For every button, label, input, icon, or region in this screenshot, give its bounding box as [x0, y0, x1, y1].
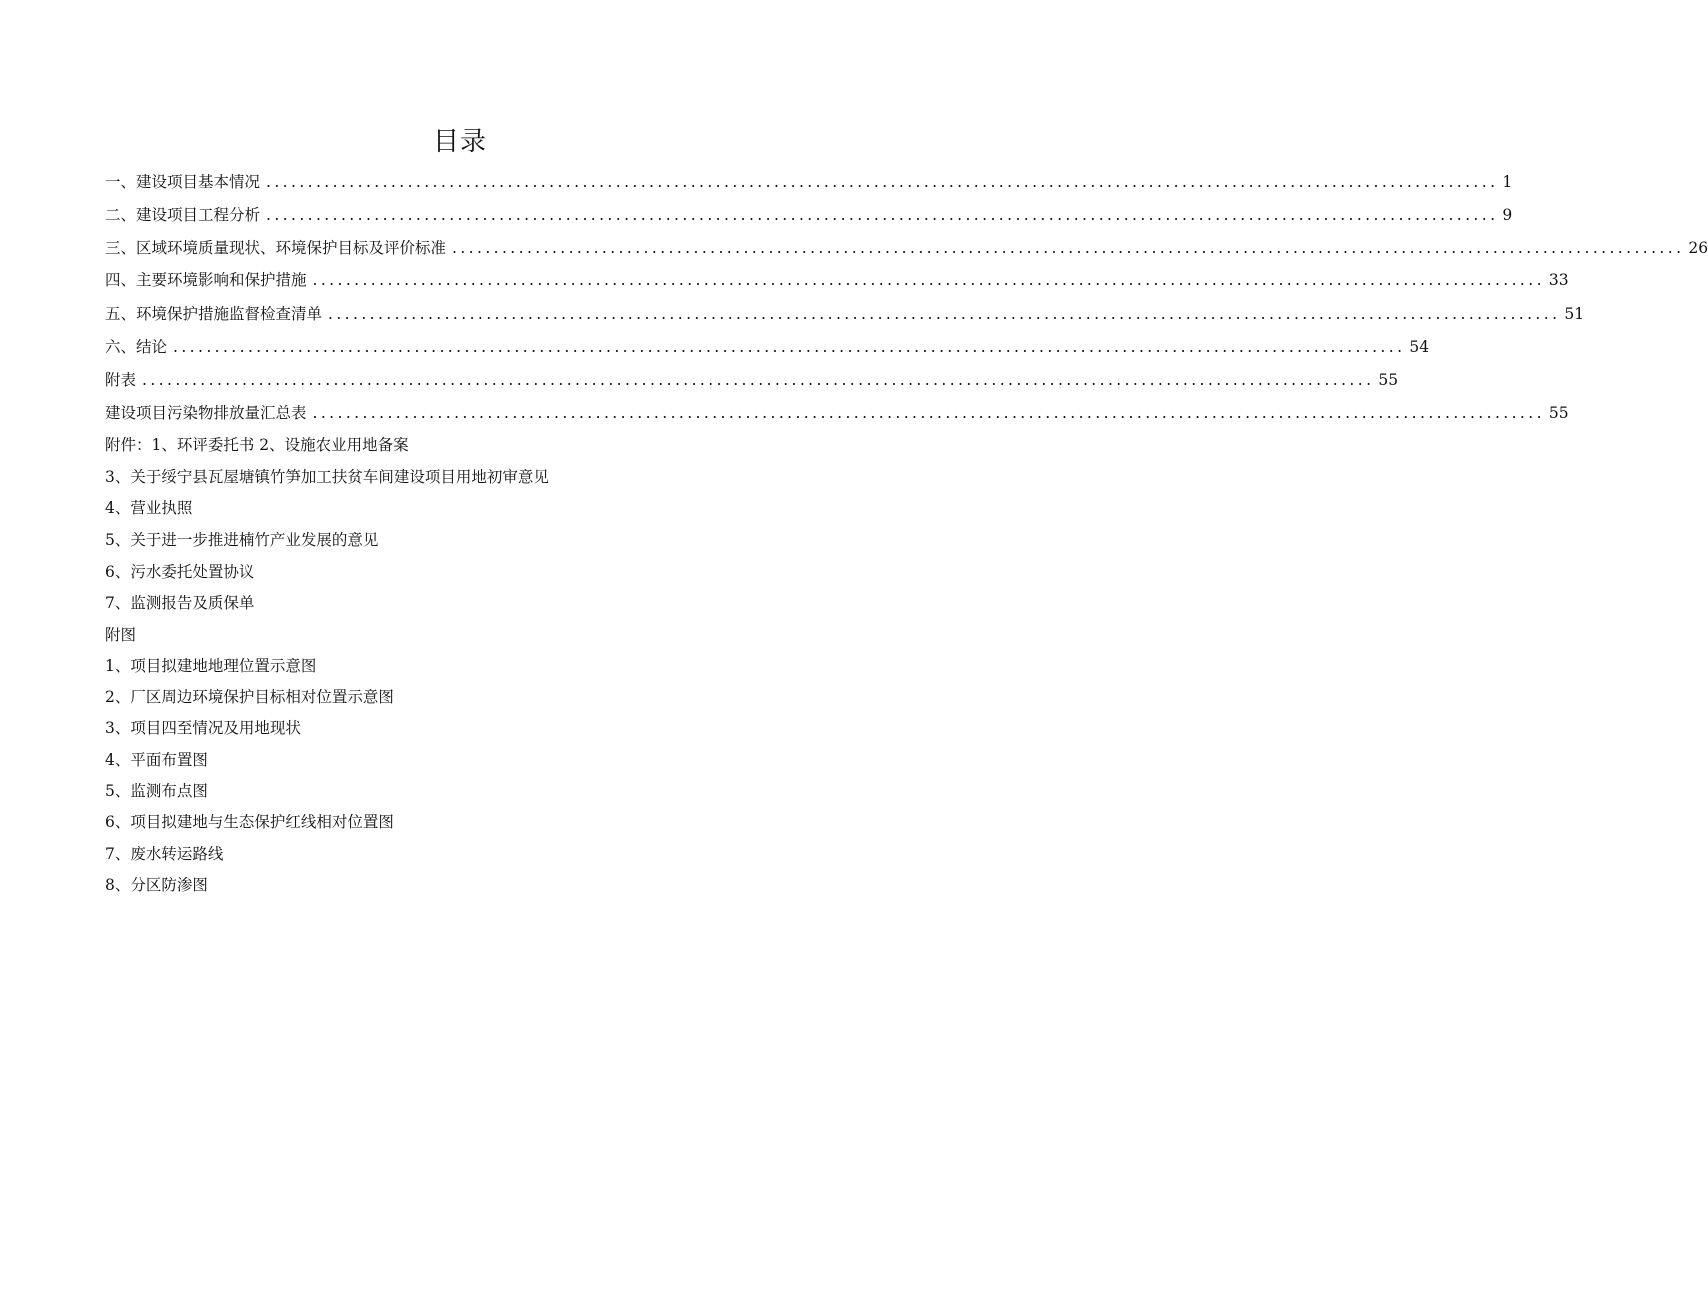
- attachment-line: 5、关于进一步推进楠竹产业发展的意见: [105, 531, 379, 549]
- toc-title: 目录: [432, 127, 487, 157]
- toc-entry-page: 55: [1548, 404, 1569, 422]
- figure-line: 4、平面布置图: [105, 751, 208, 769]
- figures-heading: 附图: [105, 626, 137, 644]
- toc-entry[interactable]: [105, 299, 1585, 325]
- toc-entry-page: 26: [1688, 239, 1708, 257]
- attachment-line: 6、污水委托处置协议: [105, 563, 255, 581]
- toc-entry-page: 51: [1564, 305, 1585, 323]
- toc-entry-page: 33: [1548, 271, 1569, 289]
- figure-line: 8、分区防渗图: [105, 876, 208, 894]
- attachment-line: 4、营业执照: [105, 499, 193, 517]
- toc-entry[interactable]: [105, 233, 1708, 259]
- toc-leader-dots: ....................................................................................................................................................: [142, 371, 1375, 389]
- figure-line: 3、项目四至情况及用地现状: [105, 719, 301, 737]
- toc-leader-dots: ....................................................................................................................................................: [312, 271, 1545, 289]
- toc-entry[interactable]: [105, 200, 1513, 226]
- figure-line: 2、厂区周边环境保护目标相对位置示意图: [105, 688, 394, 706]
- attachment-line: 附件：1、环评委托书 2、设施农业用地备案: [105, 436, 409, 454]
- toc-entry-label: 附表: [105, 371, 137, 389]
- toc-entry-label: 二、建设项目工程分析: [105, 206, 261, 224]
- toc-entry-label: 一、建设项目基本情况: [105, 173, 261, 191]
- figure-line: 7、废水转运路线: [105, 845, 224, 863]
- toc-entry-page: 1: [1502, 173, 1513, 191]
- toc-entry-label: 六、结论: [105, 338, 168, 356]
- toc-entry-label: 四、主要环境影响和保护措施: [105, 271, 307, 289]
- toc-entry-label: 三、区域环境质量现状、环境保护目标及评价标准: [105, 239, 447, 257]
- toc-leader-dots: ....................................................................................................................................................: [452, 239, 1685, 257]
- toc-leader-dots: ....................................................................................................................................................: [173, 338, 1406, 356]
- toc-entry-page: 54: [1409, 338, 1430, 356]
- toc-entry-page: 55: [1378, 371, 1399, 389]
- toc-entry-page: 9: [1502, 206, 1513, 224]
- attachment-line: 7、监测报告及质保单: [105, 594, 255, 612]
- attachment-line: 3、关于绥宁县瓦屋塘镇竹笋加工扶贫车间建设项目用地初审意见: [105, 468, 549, 486]
- toc-entry[interactable]: [105, 365, 1399, 391]
- toc-entry-label: 建设项目污染物排放量汇总表: [105, 404, 307, 422]
- toc-entry[interactable]: [105, 332, 1430, 358]
- toc-leader-dots: ....................................................................................................................................................: [266, 173, 1499, 191]
- figure-line: 6、项目拟建地与生态保护红线相对位置图: [105, 813, 394, 831]
- toc-leader-dots: ....................................................................................................................................................: [312, 404, 1545, 422]
- toc-entry[interactable]: [105, 265, 1569, 291]
- figure-line: 5、监测布点图: [105, 782, 208, 800]
- toc-entry-label: 五、环境保护措施监督检查清单: [105, 305, 323, 323]
- toc-leader-dots: ....................................................................................................................................................: [328, 305, 1561, 323]
- toc-entry[interactable]: [105, 167, 1513, 193]
- toc-entry[interactable]: [105, 398, 1569, 424]
- toc-leader-dots: ....................................................................................................................................................: [266, 206, 1499, 224]
- figure-line: 1、项目拟建地地理位置示意图: [105, 657, 317, 675]
